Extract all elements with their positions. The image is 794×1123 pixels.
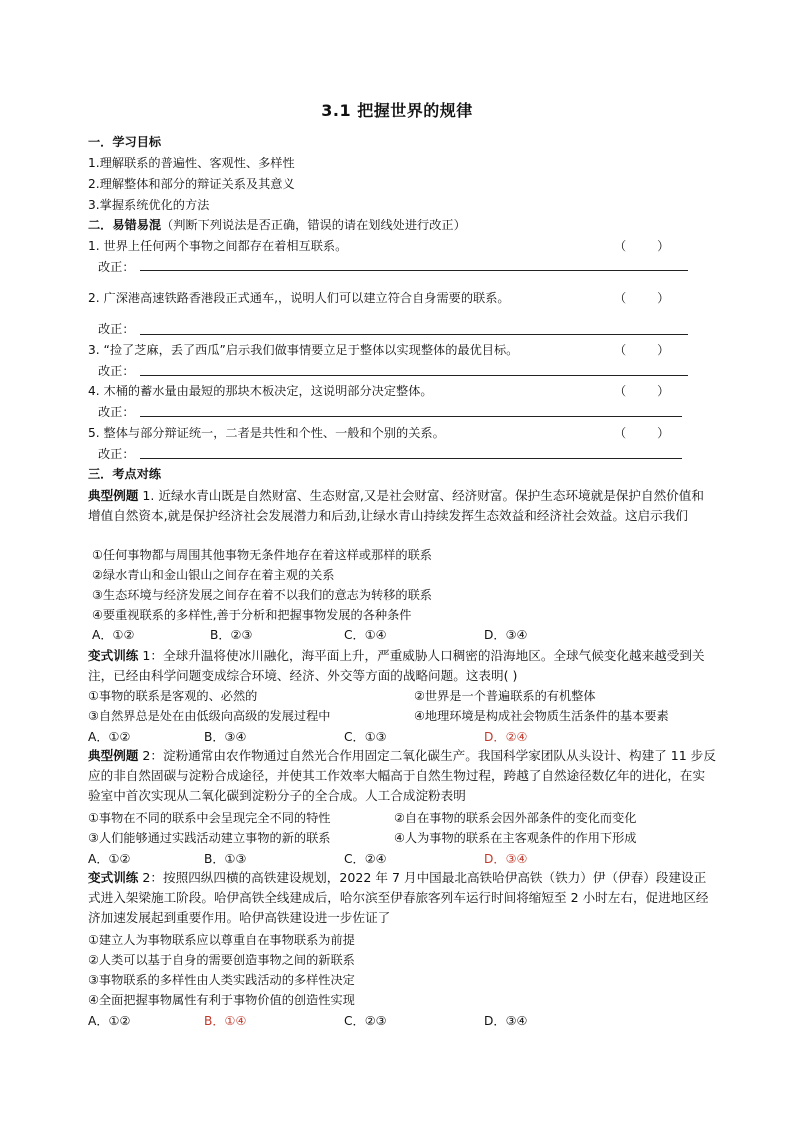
page-title: 3.1 把握世界的规律 <box>321 101 473 120</box>
statement: ④全面把握事物属性有利于事物价值的创造性实现 <box>88 993 355 1007</box>
statement: ②绿水青山和金山银山之间存在着主观的关系 <box>92 568 335 582</box>
answer-paren: （ ） <box>614 384 670 398</box>
option-c[interactable]: C．②③ <box>344 1014 387 1028</box>
answer-paren: （ ） <box>614 426 670 440</box>
option-d[interactable]: D．③④ <box>484 1014 528 1028</box>
option-b-answer[interactable]: B．①④ <box>204 1014 247 1028</box>
question-label: 典型例题 <box>88 488 139 503</box>
correction-line[interactable] <box>140 270 688 271</box>
correction-line[interactable] <box>140 375 688 376</box>
statement: ③生态环境与经济发展之间存在着不以我们的意志为转移的联系 <box>92 588 432 602</box>
goal-item: 2.理解整体和部分的辩证关系及其意义 <box>88 177 295 191</box>
question-number: 2 <box>138 748 151 763</box>
correction-line[interactable] <box>140 334 688 335</box>
correction-label: 改正： <box>98 322 135 336</box>
judge-item: 5. 整体与部分辩证统一，二者是共性和个性、一般和个别的关系。 <box>88 426 445 440</box>
option-b[interactable]: B．①③ <box>204 852 247 866</box>
question-label: 变式训练 <box>88 648 139 663</box>
section-heading-practice: 三．考点对练 <box>88 467 162 481</box>
option-b[interactable]: B．③④ <box>204 730 247 744</box>
option-a[interactable]: A．①② <box>88 852 131 866</box>
judge-item: 1. 世界上任何两个事物之间都存在着相互联系。 <box>88 239 348 253</box>
judge-item: 2. 广深港高速铁路香港段正式通车,，说明人们可以建立符合自身需要的联系。 <box>88 291 510 305</box>
judge-item: 3. “捡了芝麻，丢了西瓜”启示我们做事情要立足于整体以实现整体的最优目标。 <box>88 343 519 357</box>
option-b[interactable]: B．②③ <box>210 628 253 642</box>
section-heading-text: 二．易错易混 <box>88 218 162 232</box>
statement: ②人类可以基于自身的需要创造事物之间的新联系 <box>88 953 355 967</box>
statement: ①事物的联系是客观的、必然的 <box>88 689 258 703</box>
goal-item: 1.理解联系的普遍性、客观性、多样性 <box>88 156 295 170</box>
correction-line[interactable] <box>140 416 682 417</box>
option-c[interactable]: C．①④ <box>344 628 387 642</box>
option-d-answer[interactable]: D．③④ <box>484 852 528 866</box>
correction-line[interactable] <box>140 458 682 459</box>
section-instruction: （判断下列说法是否正确，错误的请在划线处进行改正） <box>161 218 466 232</box>
section-heading-errors <box>88 217 466 233</box>
judge-item: 4. 木桶的蓄水量由最短的那块木板决定，这说明部分决定整体。 <box>88 384 433 398</box>
question-label: 变式训练 <box>88 870 139 885</box>
question-2-stem <box>88 746 716 806</box>
statement: ②自在事物的联系会因外部条件的变化而变化 <box>394 811 637 825</box>
variant-2-stem <box>88 868 716 928</box>
question-1-stem <box>88 486 716 526</box>
question-label: 典型例题 <box>88 748 139 763</box>
statement: ④人为事物的联系在主客观条件的作用下形成 <box>394 831 637 845</box>
question-number: 1. <box>138 488 155 503</box>
statement: ①任何事物都与周围其他事物无条件地存在着这样或那样的联系 <box>92 548 432 562</box>
variant-1-stem <box>88 646 716 686</box>
question-text: 近绿水青山既是自然财富、生态财富,又是社会财富、经济财富。保护生态环境就是保护自然价值和增值自然资本,就是保护经济社会发展潜力和后劲,让绿水青山持续发挥生态效益和经济社会效益。这启示我们 <box>88 488 704 523</box>
statement: ①建立人为事物联系应以尊重自在事物联系为前提 <box>88 933 355 947</box>
correction-label: 改正： <box>98 260 135 274</box>
statement: ④要重视联系的多样性,善于分析和把握事物发展的各种条件 <box>92 608 412 622</box>
question-text: ：淀粉通常由农作物通过自然光合作用固定二氧化碳生产。我国科学家团队从头设计、构建了 11 步反应的非自然固碳与淀粉合成途径，并使其工作效率大幅高于自然生物过程，跨越了自然途径数亿年的进化，在实验室中首次实现从二氧化碳到淀粉分子的全合成。人工合成淀粉表明 <box>88 748 716 803</box>
statement: ④地理环境是构成社会物质生活条件的基本要素 <box>414 709 669 723</box>
option-d-answer[interactable]: D．②④ <box>484 730 528 744</box>
statement: ③人们能够通过实践活动建立事物的新的联系 <box>88 831 331 845</box>
question-text: ：按照四纵四横的高铁建设规划，2022 年 7 月中国最北高铁哈伊高铁（铁力）伊（伊春）段建设正式进入架梁施工阶段。哈伊高铁全线建成后，哈尔滨至伊春旅客列车运行时间将缩短至 2 小时左右，促进地区经济加速发展起到重要作用。哈伊高铁建设进一步佐证了 <box>88 870 709 925</box>
answer-paren: （ ） <box>614 291 670 305</box>
option-d[interactable]: D．③④ <box>484 628 528 642</box>
option-c[interactable]: C．②④ <box>344 852 387 866</box>
correction-label: 改正： <box>98 405 135 419</box>
statement: ①事物在不同的联系中会呈现完全不同的特性 <box>88 811 331 825</box>
statement: ③事物联系的多样性由人类实践活动的多样性决定 <box>88 973 355 987</box>
question-number: 1 <box>138 648 151 663</box>
answer-paren: （ ） <box>614 239 670 253</box>
statement: ③自然界总是处在由低级向高级的发展过程中 <box>88 709 331 723</box>
option-a[interactable]: A．①② <box>92 628 135 642</box>
option-a[interactable]: A．①② <box>88 730 131 744</box>
option-a[interactable]: A．①② <box>88 1014 131 1028</box>
section-heading-goals: 一．学习目标 <box>88 135 162 149</box>
goal-item: 3.掌握系统优化的方法 <box>88 198 210 212</box>
correction-label: 改正： <box>98 447 135 461</box>
option-c[interactable]: C．①③ <box>344 730 387 744</box>
question-number: 2 <box>138 870 151 885</box>
correction-label: 改正： <box>98 364 135 378</box>
answer-paren: （ ） <box>614 343 670 357</box>
question-text: ：全球升温将使冰川融化，海平面上升，严重威胁人口稠密的沿海地区。全球气候变化越来越受到关注，已经由科学问题变成综合环境、经济、外交等方面的战略问题。这表明( ) <box>88 648 705 683</box>
statement: ②世界是一个普遍联系的有机整体 <box>414 689 596 703</box>
